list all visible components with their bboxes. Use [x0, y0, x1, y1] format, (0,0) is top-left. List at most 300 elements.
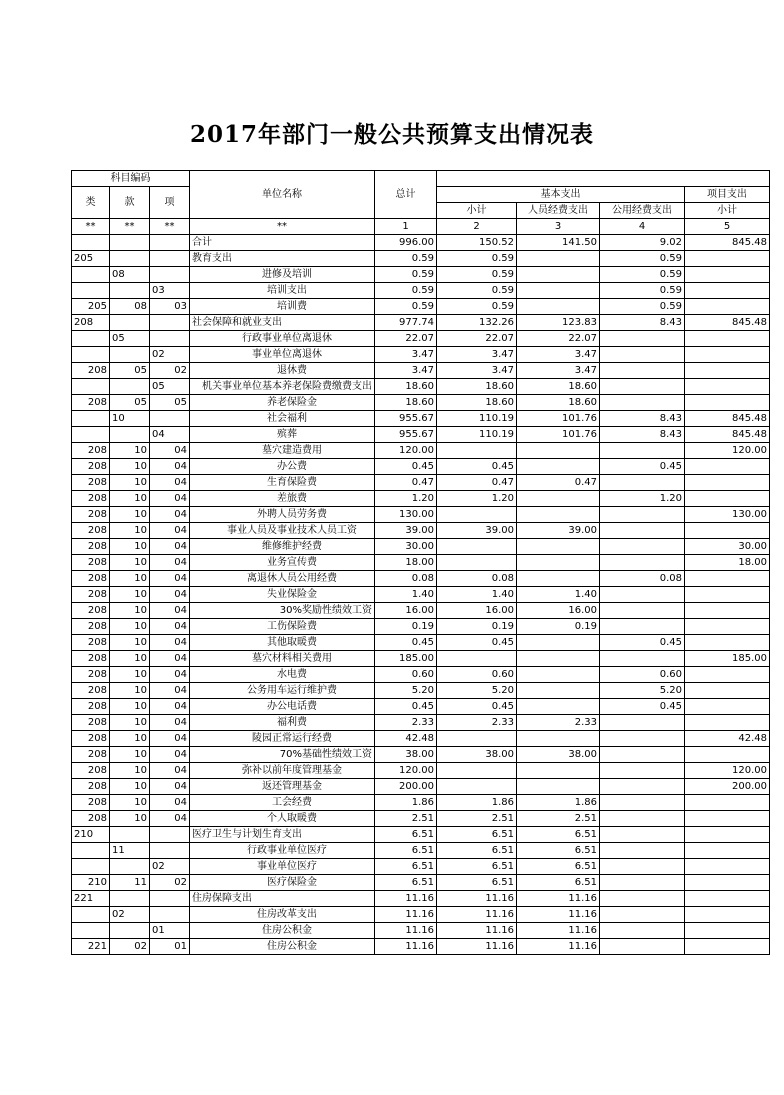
cell-public — [600, 395, 685, 411]
cell-project: 845.48 — [685, 427, 770, 443]
cell-total: 0.59 — [375, 251, 437, 267]
cell-project — [685, 603, 770, 619]
cell-code-lei: 208 — [72, 491, 110, 507]
cell-code-xiang: 04 — [150, 699, 190, 715]
header-public-funds: 公用经费支出 — [600, 203, 685, 219]
cell-public — [600, 651, 685, 667]
unit-name-text: 住房保障支出 — [192, 893, 252, 904]
cell-code-xiang: 04 — [150, 523, 190, 539]
table-row[interactable] — [72, 363, 770, 379]
cell-public: 8.43 — [600, 315, 685, 331]
unit-name-text: 培训费 — [277, 301, 307, 312]
unit-name-text: 工伤保险费 — [267, 621, 317, 632]
table-row[interactable] — [72, 875, 770, 891]
cell-total: 39.00 — [375, 523, 437, 539]
cell-subtotal: 11.16 — [437, 923, 517, 939]
cell-public — [600, 907, 685, 923]
unit-name-text: 住房公积金 — [267, 941, 317, 952]
header-personnel: 人员经费支出 — [517, 203, 600, 219]
cell-public — [600, 811, 685, 827]
cell-project — [685, 347, 770, 363]
unit-name-text: 事业单位医疗 — [257, 861, 317, 872]
table-row[interactable] — [72, 827, 770, 843]
unit-name-text: 行政事业单位医疗 — [247, 845, 327, 856]
cell-subtotal: 6.51 — [437, 843, 517, 859]
cell-subtotal: 0.08 — [437, 571, 517, 587]
cell-code-xiang: 05 — [150, 379, 190, 395]
cell-total: 18.60 — [375, 395, 437, 411]
table-row[interactable] — [72, 411, 770, 427]
cell-unit-name — [190, 811, 375, 827]
cell-project — [685, 363, 770, 379]
cell-project: 18.00 — [685, 555, 770, 571]
cell-personnel: 1.40 — [517, 587, 600, 603]
cell-code-xiang: 04 — [150, 635, 190, 651]
cell-code-lei — [72, 331, 110, 347]
cell-code-lei: 208 — [72, 811, 110, 827]
header-xiang: 项 — [150, 187, 190, 219]
cell-public: 0.59 — [600, 283, 685, 299]
cell-subtotal — [437, 779, 517, 795]
cell-public: 1.20 — [600, 491, 685, 507]
cell-project: 120.00 — [685, 763, 770, 779]
unit-name-text: 维修维护经费 — [262, 541, 322, 552]
cell-code-xiang: 04 — [150, 763, 190, 779]
cell-code-lei: 208 — [72, 667, 110, 683]
cell-code-lei: 208 — [72, 763, 110, 779]
cell-unit-name — [190, 603, 375, 619]
cell-project — [685, 571, 770, 587]
cell-project — [685, 267, 770, 283]
cell-code-kuan: 10 — [110, 779, 150, 795]
table-row[interactable] — [72, 603, 770, 619]
cell-personnel: 2.51 — [517, 811, 600, 827]
cell-public — [600, 619, 685, 635]
cell-total: 0.59 — [375, 299, 437, 315]
table-row[interactable] — [72, 443, 770, 459]
cell-personnel: 101.76 — [517, 411, 600, 427]
table-row[interactable] — [72, 923, 770, 939]
unit-name-text: 进修及培训 — [262, 269, 312, 280]
cell-subtotal — [437, 651, 517, 667]
cell-public — [600, 587, 685, 603]
cell-public: 0.08 — [600, 571, 685, 587]
table-row[interactable] — [72, 779, 770, 795]
cell-code-xiang: 04 — [150, 555, 190, 571]
cell-code-xiang: 04 — [150, 779, 190, 795]
table-row[interactable] — [72, 395, 770, 411]
table-row[interactable] — [72, 891, 770, 907]
table-row[interactable] — [72, 907, 770, 923]
cell-code-kuan — [110, 347, 150, 363]
cell-personnel: 18.60 — [517, 379, 600, 395]
cell-subtotal: 11.16 — [437, 939, 517, 955]
cell-unit-name — [190, 315, 375, 331]
cell-public: 0.45 — [600, 699, 685, 715]
cell-total: 6.51 — [375, 859, 437, 875]
numrow-public: 4 — [600, 219, 685, 235]
cell-subtotal: 38.00 — [437, 747, 517, 763]
table-row[interactable] — [72, 699, 770, 715]
table-row[interactable] — [72, 651, 770, 667]
cell-project: 845.48 — [685, 411, 770, 427]
cell-project — [685, 299, 770, 315]
cell-code-kuan: 05 — [110, 331, 150, 347]
cell-code-xiang: 04 — [150, 587, 190, 603]
cell-total: 0.19 — [375, 619, 437, 635]
cell-subtotal: 0.60 — [437, 667, 517, 683]
budget-table-container — [71, 170, 770, 955]
cell-total: 5.20 — [375, 683, 437, 699]
cell-total: 11.16 — [375, 891, 437, 907]
table-row[interactable] — [72, 283, 770, 299]
unit-name-text: 医疗保险金 — [267, 877, 317, 888]
column-number-row — [72, 219, 770, 235]
cell-personnel — [517, 267, 600, 283]
cell-project: 185.00 — [685, 651, 770, 667]
cell-total: 0.45 — [375, 459, 437, 475]
table-row[interactable] — [72, 427, 770, 443]
cell-code-lei: 208 — [72, 779, 110, 795]
cell-subtotal — [437, 731, 517, 747]
unit-name-text: 返还管理基金 — [262, 781, 322, 792]
cell-subtotal: 11.16 — [437, 891, 517, 907]
cell-personnel — [517, 571, 600, 587]
table-row[interactable] — [72, 843, 770, 859]
table-row[interactable] — [72, 795, 770, 811]
cell-project — [685, 395, 770, 411]
cell-code-kuan: 02 — [110, 907, 150, 923]
cell-code-xiang: 02 — [150, 347, 190, 363]
table-row[interactable] — [72, 811, 770, 827]
cell-subtotal: 1.20 — [437, 491, 517, 507]
cell-code-kuan — [110, 859, 150, 875]
table-row[interactable] — [72, 491, 770, 507]
table-row[interactable] — [72, 315, 770, 331]
cell-public — [600, 603, 685, 619]
cell-project: 42.48 — [685, 731, 770, 747]
table-row[interactable] — [72, 587, 770, 603]
cell-code-lei: 208 — [72, 635, 110, 651]
cell-unit-name — [190, 875, 375, 891]
header-kuan: 款 — [110, 187, 150, 219]
cell-unit-name — [190, 731, 375, 747]
cell-personnel — [517, 443, 600, 459]
table-row[interactable] — [72, 859, 770, 875]
cell-code-kuan — [110, 235, 150, 251]
cell-personnel — [517, 299, 600, 315]
cell-total: 2.51 — [375, 811, 437, 827]
cell-code-kuan: 08 — [110, 267, 150, 283]
table-row[interactable] — [72, 379, 770, 395]
cell-code-lei: 221 — [72, 939, 110, 955]
table-row[interactable] — [72, 619, 770, 635]
table-row[interactable] — [72, 235, 770, 251]
cell-subtotal: 0.47 — [437, 475, 517, 491]
cell-total: 16.00 — [375, 603, 437, 619]
cell-subtotal: 22.07 — [437, 331, 517, 347]
unit-name-text: 机关事业单位基本养老保险费缴费支出 — [202, 381, 372, 392]
cell-public — [600, 939, 685, 955]
cell-public — [600, 795, 685, 811]
table-row[interactable] — [72, 715, 770, 731]
unit-name-text: 养老保险金 — [267, 397, 317, 408]
cell-unit-name — [190, 795, 375, 811]
header-total: 总计 — [375, 171, 437, 219]
unit-name-text: 社会保障和就业支出 — [192, 317, 282, 328]
cell-unit-name — [190, 475, 375, 491]
cell-code-xiang: 04 — [150, 731, 190, 747]
unit-name-text: 失业保险金 — [267, 589, 317, 600]
cell-project — [685, 283, 770, 299]
cell-total: 1.20 — [375, 491, 437, 507]
cell-code-xiang: 05 — [150, 395, 190, 411]
cell-personnel: 123.83 — [517, 315, 600, 331]
table-row[interactable] — [72, 571, 770, 587]
cell-unit-name — [190, 491, 375, 507]
cell-personnel: 6.51 — [517, 875, 600, 891]
unit-name-text: 墓穴材料相关费用 — [252, 653, 332, 664]
cell-personnel — [517, 779, 600, 795]
cell-total: 3.47 — [375, 363, 437, 379]
cell-public — [600, 715, 685, 731]
cell-public — [600, 923, 685, 939]
table-row[interactable] — [72, 683, 770, 699]
cell-code-lei — [72, 411, 110, 427]
cell-total: 18.60 — [375, 379, 437, 395]
cell-code-xiang: 04 — [150, 715, 190, 731]
cell-code-kuan: 10 — [110, 619, 150, 635]
cell-project — [685, 795, 770, 811]
cell-project — [685, 939, 770, 955]
cell-public — [600, 731, 685, 747]
cell-project — [685, 827, 770, 843]
cell-project — [685, 683, 770, 699]
cell-code-kuan: 11 — [110, 875, 150, 891]
cell-total: 0.08 — [375, 571, 437, 587]
table-row[interactable] — [72, 251, 770, 267]
unit-name-text: 退休费 — [277, 365, 307, 376]
unit-name-text: 其他取暖费 — [267, 637, 317, 648]
unit-name-text: 生育保险费 — [267, 477, 317, 488]
cell-code-kuan: 10 — [110, 491, 150, 507]
table-row[interactable] — [72, 747, 770, 763]
cell-subtotal — [437, 555, 517, 571]
cell-project — [685, 923, 770, 939]
cell-unit-name — [190, 411, 375, 427]
cell-code-kuan: 10 — [110, 635, 150, 651]
cell-personnel: 6.51 — [517, 843, 600, 859]
cell-total: 120.00 — [375, 443, 437, 459]
cell-project: 30.00 — [685, 539, 770, 555]
cell-subtotal: 6.51 — [437, 875, 517, 891]
cell-personnel: 1.86 — [517, 795, 600, 811]
cell-total: 38.00 — [375, 747, 437, 763]
cell-subtotal — [437, 539, 517, 555]
table-row[interactable] — [72, 555, 770, 571]
cell-subtotal: 1.40 — [437, 587, 517, 603]
numrow-project: 5 — [685, 219, 770, 235]
cell-code-lei: 208 — [72, 507, 110, 523]
cell-personnel: 22.07 — [517, 331, 600, 347]
cell-subtotal: 2.51 — [437, 811, 517, 827]
cell-code-xiang — [150, 907, 190, 923]
cell-unit-name — [190, 699, 375, 715]
cell-subtotal: 0.59 — [437, 299, 517, 315]
table-row[interactable] — [72, 347, 770, 363]
cell-code-kuan: 11 — [110, 843, 150, 859]
cell-code-xiang: 04 — [150, 459, 190, 475]
cell-unit-name — [190, 843, 375, 859]
cell-unit-name — [190, 443, 375, 459]
cell-code-lei — [72, 907, 110, 923]
cell-total: 2.33 — [375, 715, 437, 731]
header-basic-expenditure: 基本支出 — [437, 187, 685, 203]
cell-code-lei: 208 — [72, 315, 110, 331]
cell-project — [685, 875, 770, 891]
cell-personnel: 101.76 — [517, 427, 600, 443]
cell-project — [685, 251, 770, 267]
cell-project — [685, 747, 770, 763]
cell-code-xiang: 04 — [150, 603, 190, 619]
cell-code-kuan: 10 — [110, 699, 150, 715]
unit-name-text: 70%基础性绩效工资 — [279, 749, 372, 760]
cell-personnel: 3.47 — [517, 363, 600, 379]
table-row[interactable] — [72, 667, 770, 683]
header-basic-subtotal: 小计 — [437, 203, 517, 219]
table-row[interactable] — [72, 763, 770, 779]
cell-unit-name — [190, 363, 375, 379]
cell-total: 0.45 — [375, 635, 437, 651]
cell-unit-name — [190, 235, 375, 251]
cell-project — [685, 907, 770, 923]
cell-project — [685, 475, 770, 491]
cell-code-lei: 208 — [72, 747, 110, 763]
numrow-kuan: ** — [110, 219, 150, 235]
cell-subtotal: 0.45 — [437, 459, 517, 475]
cell-code-xiang: 04 — [150, 651, 190, 667]
cell-public: 8.43 — [600, 411, 685, 427]
table-row[interactable] — [72, 267, 770, 283]
cell-personnel: 0.19 — [517, 619, 600, 635]
cell-subtotal — [437, 507, 517, 523]
table-row[interactable] — [72, 299, 770, 315]
cell-code-xiang: 04 — [150, 811, 190, 827]
cell-public: 0.45 — [600, 459, 685, 475]
cell-subtotal: 11.16 — [437, 907, 517, 923]
cell-personnel: 6.51 — [517, 827, 600, 843]
cell-subtotal: 18.60 — [437, 379, 517, 395]
cell-subtotal: 18.60 — [437, 395, 517, 411]
cell-code-kuan: 10 — [110, 571, 150, 587]
unit-name-text: 工会经费 — [272, 797, 312, 808]
cell-code-kuan — [110, 923, 150, 939]
cell-unit-name — [190, 283, 375, 299]
cell-code-lei: 208 — [72, 699, 110, 715]
cell-project — [685, 523, 770, 539]
table-row[interactable] — [72, 475, 770, 491]
cell-project — [685, 491, 770, 507]
cell-code-kuan — [110, 315, 150, 331]
cell-unit-name — [190, 667, 375, 683]
cell-personnel: 11.16 — [517, 923, 600, 939]
cell-project: 200.00 — [685, 779, 770, 795]
cell-unit-name — [190, 507, 375, 523]
cell-unit-name — [190, 651, 375, 667]
cell-code-xiang — [150, 267, 190, 283]
table-row[interactable] — [72, 731, 770, 747]
cell-code-xiang: 04 — [150, 683, 190, 699]
cell-code-lei — [72, 267, 110, 283]
cell-total: 11.16 — [375, 923, 437, 939]
cell-subtotal: 16.00 — [437, 603, 517, 619]
cell-code-kuan — [110, 827, 150, 843]
cell-total: 22.07 — [375, 331, 437, 347]
cell-personnel — [517, 491, 600, 507]
unit-name-text: 陵园正常运行经费 — [252, 733, 332, 744]
cell-code-kuan: 10 — [110, 459, 150, 475]
cell-project: 845.48 — [685, 235, 770, 251]
numrow-xiang: ** — [150, 219, 190, 235]
cell-unit-name — [190, 427, 375, 443]
cell-code-lei: 208 — [72, 555, 110, 571]
table-row[interactable] — [72, 635, 770, 651]
table-row[interactable] — [72, 331, 770, 347]
table-row[interactable] — [72, 539, 770, 555]
cell-unit-name — [190, 923, 375, 939]
cell-personnel — [517, 555, 600, 571]
cell-code-kuan: 10 — [110, 411, 150, 427]
cell-code-xiang — [150, 827, 190, 843]
cell-unit-name — [190, 299, 375, 315]
cell-code-kuan: 10 — [110, 667, 150, 683]
cell-unit-name — [190, 459, 375, 475]
cell-total: 18.00 — [375, 555, 437, 571]
cell-public — [600, 843, 685, 859]
cell-personnel — [517, 683, 600, 699]
cell-unit-name — [190, 523, 375, 539]
cell-total: 200.00 — [375, 779, 437, 795]
cell-project — [685, 891, 770, 907]
cell-unit-name — [190, 715, 375, 731]
cell-code-lei — [72, 859, 110, 875]
cell-code-lei: 208 — [72, 459, 110, 475]
unit-name-text: 教育支出 — [192, 253, 232, 264]
unit-name-text: 行政事业单位离退休 — [242, 333, 332, 344]
cell-code-kuan: 10 — [110, 443, 150, 459]
unit-name-text: 业务宣传费 — [267, 557, 317, 568]
header-project-expenditure: 项目支出 — [685, 187, 770, 203]
cell-unit-name — [190, 571, 375, 587]
cell-code-kuan: 05 — [110, 395, 150, 411]
numrow-total: 1 — [375, 219, 437, 235]
cell-code-lei: 208 — [72, 619, 110, 635]
cell-code-kuan: 10 — [110, 795, 150, 811]
cell-code-xiang: 04 — [150, 443, 190, 459]
cell-unit-name — [190, 395, 375, 411]
numrow-personnel: 3 — [517, 219, 600, 235]
cell-code-xiang — [150, 331, 190, 347]
cell-total: 42.48 — [375, 731, 437, 747]
cell-code-kuan: 10 — [110, 475, 150, 491]
table-row[interactable] — [72, 939, 770, 955]
table-row[interactable] — [72, 507, 770, 523]
cell-code-kuan — [110, 427, 150, 443]
unit-name-text: 合计 — [192, 237, 212, 248]
table-row[interactable] — [72, 523, 770, 539]
cell-project — [685, 459, 770, 475]
table-row[interactable] — [72, 459, 770, 475]
